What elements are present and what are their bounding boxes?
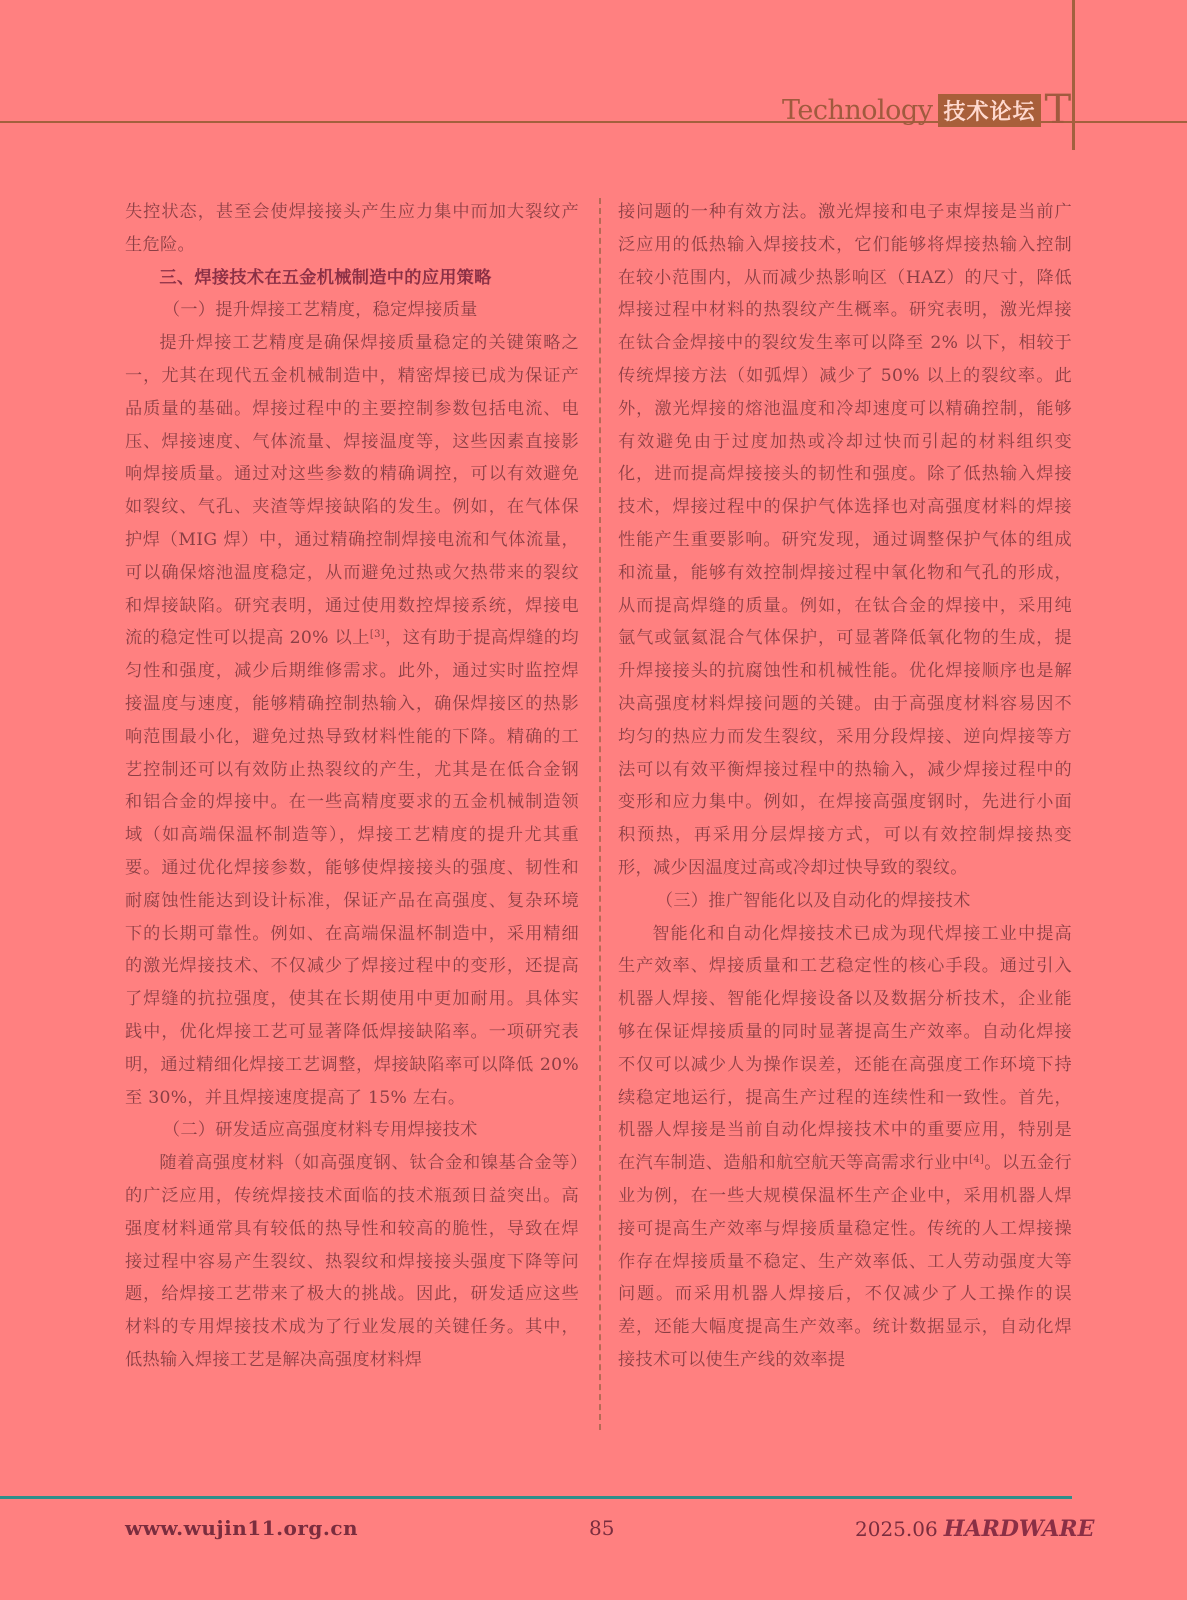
header-letter: T [1044, 87, 1072, 133]
header-vertical-rule [1072, 0, 1075, 150]
paragraph: 接问题的一种有效方法。激光焊接和电子束焊接是当前广泛应用的低热输入焊接技术，它们能够将焊接热输入控制在较小范围内，从而减少热影响区（HAZ）的尺寸，降低焊接过程中材料的热裂纹产生概率。研究表明，激光焊接在钛合金焊接中的裂纹发生率可以降至 2% 以下，相较于传统焊接方法（如弧焊）减少了 50% 以上的裂纹率。此外，激光焊接的熔池温度和冷却速度可以精确控制，能够有效避免由于过度加热或冷却过快而引起的材料组织变化，进而提高焊接接头的韧性和强度。除了低热输入焊接技术，焊接过程中的保护气体选择也对高强度材料的焊接性能产生重要影响。研究发现，通过调整保护气体的组成和流量，能够有效控制焊接过程中氧化物和气孔的形成，从而提高焊缝的质量。例如，在钛合金的焊接中，采用纯氩气或氩氦混合气体保护，可显著降低氧化物的生成，提升焊接接头的抗腐蚀性和机械性能。优化焊接顺序也是解决高强度材料焊接问题的关键。由于高强度材料容易因不均匀的热应力而发生裂纹，采用分段焊接、逆向焊接等方法可以有效平衡焊接过程中的热输入，减少焊接过程中的变形和应力集中。例如，在焊接高强度钢时，先进行小面积预热，再采用分层焊接方式，可以有效控制焊接热变形，减少因温度过高或冷却过快导致的裂纹。 [618, 202, 1072, 878]
footer-issue [855, 1516, 1094, 1542]
paragraph: 失控状态，甚至会使焊接接头产生应力集中而加大裂纹产生危险。 [125, 202, 579, 255]
header-title-en: Technology [782, 94, 933, 126]
column-divider [599, 198, 601, 1430]
footer-rule [0, 1496, 1072, 1499]
section-header [782, 87, 1072, 133]
paragraph: 随着高强度材料（如高强度钢、钛合金和镍基合金等）的广泛应用，传统焊接技术面临的技术瓶颈日益突出。高强度材料通常具有较低的热导性和较高的脆性，导致在焊接过程中容易产生裂纹、热裂纹和焊接接头强度下降等问题，给焊接工艺带来了极大的挑战。因此，研发适应这些材料的专用焊接技术成为了行业发展的关键任务。其中，低热输入焊接工艺是解决高强度材料焊 [125, 1153, 579, 1370]
left-column [125, 196, 579, 1377]
paragraph-text: 智能化和自动化焊接技术已成为现代焊接工业中提高生产效率、焊接质量和工艺稳定性的核心手段。通过引入机器人焊接、智能化焊接设备以及数据分析技术，企业能够在保证焊接质量的同时显著提高生产效率。自动化焊接不仅可以减少人为操作误差，还能在高强度工作环境下持续稳定地运行，提高生产过程的连续性和一致性。首先，机器人焊接是当前自动化焊接技术中的重要应用，特别是在汽车制造、造船和航空航天等高需求行业中 [618, 923, 1072, 1174]
magazine-brand: HARDWARE [943, 1516, 1095, 1542]
paragraph-text: 。以五金行业为例，在一些大规模保温杯生产企业中，采用机器人焊接可提高生产效率与焊接质量稳定性。传统的人工焊接操作存在焊接质量不稳定、生产效率低、工人劳动强度大等问题。而采用机器人焊接后，不仅减少了人工操作的误差，还能大幅度提高生产效率。统计数据显示，自动化焊接技术可以使生产线的效率提 [618, 1153, 1072, 1370]
header-title-cn: 技术论坛 [938, 94, 1040, 127]
page-number: 85 [589, 1516, 615, 1540]
reference-marker: [4] [969, 1154, 985, 1166]
right-column [618, 196, 1072, 1377]
paragraph-text: 提升焊接工艺精度是确保焊接质量稳定的关键策略之一，尤其在现代五金机械制造中，精密焊接已成为保证产品质量的基础。焊接过程中的主要控制参数包括电流、电压、焊接速度、气体流量、焊接温度等，这些因素直接影响焊接质量。通过对这些参数的精确调控，可以有效避免如裂纹、气孔、夹渣等焊接缺陷的发生。例如，在气体保护焊（MIG 焊）中，通过精确控制焊接电流和气体流量，可以确保熔池温度稳定，从而避免过热或欠热带来的裂纹和焊接缺陷。研究表明，通过使用数控焊接系统，焊接电流的稳定性可以提高 20% 以上 [125, 333, 579, 649]
paragraph [618, 918, 1072, 1377]
subheading: （三）推广智能化以及自动化的焊接技术 [655, 890, 971, 911]
footer-url[interactable]: www.wujin11.org.cn [125, 1516, 359, 1540]
reference-marker: [3] [369, 629, 385, 641]
subheading: （一）提升焊接工艺精度，稳定焊接质量 [162, 300, 478, 321]
paragraph-text: ，这有助于提高焊缝的均匀性和强度，减少后期维修需求。此外，通过实时监控焊接温度与速度，能够精确控制热输入，确保焊接区的热影响范围最小化，避免过热导致材料性能的下降。精确的工艺控制还可以有效防止热裂纹的产生，尤其是在低合金钢和铝合金的焊接中。在一些高精度要求的五金机械制造领域（如高端保温杯制造等），焊接工艺精度的提升尤其重要。通过优化焊接参数，能够使焊接接头的强度、韧性和耐腐蚀性能达到设计标准，保证产品在高强度、复杂环境下的长期可靠性。例如、在高端保温杯制造中，采用精细的激光焊接技术、不仅减少了焊接过程中的变形，还提高了焊缝的抗拉强度，使其在长期使用中更加耐用。具体实践中，优化焊接工艺可显著降低焊接缺陷率。一项研究表明，通过精细化焊接工艺调整，焊接缺陷率可以降低 20% 至 30%，并且焊接速度提高了 15% 左右。 [125, 628, 579, 1108]
subheading: （二）研发适应高强度材料专用焊接技术 [162, 1120, 478, 1141]
section-heading: 三、焊接技术在五金机械制造中的应用策略 [159, 267, 492, 288]
issue-date: 2025.06 [855, 1517, 938, 1541]
paragraph [125, 327, 579, 1114]
